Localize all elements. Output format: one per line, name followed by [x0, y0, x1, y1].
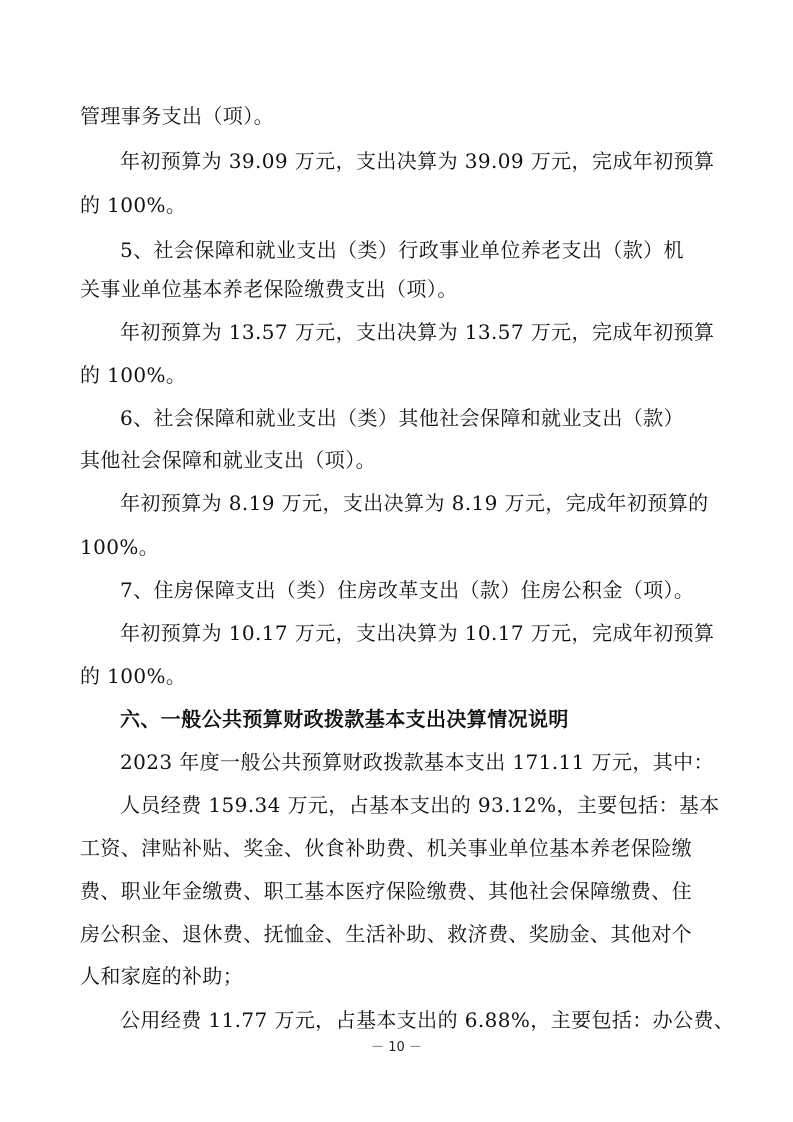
- section-heading: 六、一般公共预算财政拨款基本支出决算情况说明: [120, 707, 569, 731]
- text-line: 其他社会保障和就业支出（项）。: [80, 448, 376, 472]
- text-line: 房公积金、退休费、抚恤金、生活补助、救济费、奖励金、其他对个: [80, 922, 692, 946]
- text-line: 工资、津贴补贴、奖金、伙食补助费、机关事业单位基本养老保险缴: [80, 836, 692, 860]
- text-line: 年初预算为 39.09 万元，支出决算为 39.09 万元，完成年初预算: [120, 149, 715, 173]
- text-line: 6、社会保障和就业支出（类）其他社会保障和就业支出（款）: [120, 406, 684, 430]
- text-line: 公用经费 11.77 万元，占基本支出的 6.88%，主要包括：办公费、: [120, 1008, 735, 1032]
- text-line: 人员经费 159.34 万元，占基本支出的 93.12%，主要包括：基本: [120, 793, 720, 817]
- text-line: 的 100%。: [80, 193, 187, 217]
- text-line: 5、社会保障和就业支出（类）行政事业单位养老支出（款）机: [120, 238, 684, 262]
- text-line: 2023 年度一般公共预算财政拨款基本支出 171.11 万元，其中：: [120, 750, 714, 774]
- page-number: － 10 －: [371, 1040, 422, 1055]
- text-line: 关事业单位基本养老保险缴费支出（项）。: [80, 277, 458, 301]
- text-line: 100%。: [80, 535, 160, 559]
- text-line: 费、职业年金缴费、职工基本医疗保险缴费、其他社会保障缴费、住: [80, 879, 692, 903]
- text-line: 人和家庭的补助；: [80, 964, 244, 988]
- text-line: 的 100%。: [80, 664, 187, 688]
- text-line: 年初预算为 10.17 万元，支出决算为 10.17 万元，完成年初预算: [120, 621, 715, 645]
- text-line: 管理事务支出（项）。: [80, 104, 274, 128]
- text-line: 年初预算为 13.57 万元，支出决算为 13.57 万元，完成年初预算: [120, 320, 715, 344]
- text-line: 7、住房保障支出（类）住房改革支出（款）住房公积金（项）。: [120, 578, 695, 602]
- text-line: 的 100%。: [80, 363, 187, 387]
- text-line: 年初预算为 8.19 万元，支出决算为 8.19 万元，完成年初预算的: [120, 491, 709, 515]
